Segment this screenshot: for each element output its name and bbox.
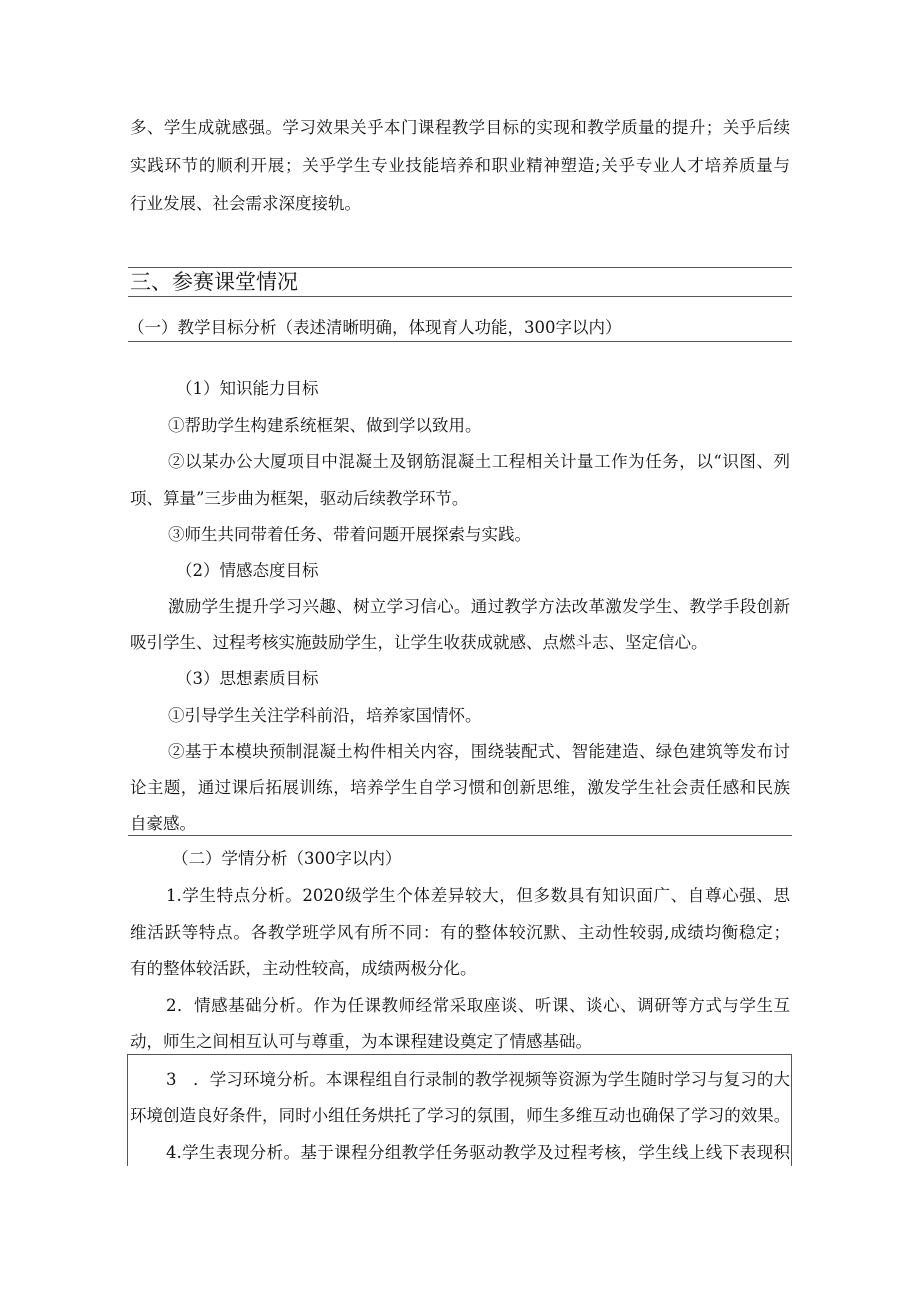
text-line: 项、算量”三步曲为框架，驱动后续教学环节。 — [130, 489, 469, 508]
text-line: 1.学生特点分析。2020级学生个体差异较大，但多数具有知识面广、自尊心强、思 — [166, 886, 790, 905]
table-border — [791, 1054, 792, 1166]
text-line: ①帮助学生构建系统框架、做到学以致用。 — [168, 416, 482, 435]
text-line: 有的整体较活跃，主动性较高，成绩两极分化。 — [130, 959, 477, 978]
text-line: 环境创造良好条件，同时小组任务烘托了学习的氛围，师生多维互动也确保了学习的效果。 — [130, 1106, 790, 1125]
text-line: 自豪感。 — [130, 814, 196, 833]
text-line: 3 ．学习环境分析。本课程组自行录制的教学视频等资源为学生随时学习与复习的大 — [166, 1070, 790, 1089]
text-line: ③师生共同带着任务、带着问题开展探索与实践。 — [168, 525, 531, 544]
goal-heading: （3）思想素质目标 — [176, 669, 319, 688]
text-line: 论主题，通过课后拓展训练，培养学生自学习惯和创新思维，激发学生社会责任感和民族 — [130, 778, 790, 797]
text-line: 行业发展、社会需求深度接轨。 — [130, 194, 361, 213]
text-line: 吸引学生、过程考核实施鼓励学生，让学生收获成就感、点燃斗志、坚定信心。 — [130, 633, 708, 652]
goal-heading: （2）情感态度目标 — [176, 561, 319, 580]
subsection-title: （一）教学目标分析（表述清晰明确，体现育人功能，300字以内） — [128, 318, 622, 337]
text-line: 激励学生提升学习兴趣、树立学习信心。通过教学方法改革激发学生、教学手段创新 — [168, 597, 790, 616]
table-border — [127, 1054, 128, 1166]
table-border — [128, 1054, 792, 1055]
subsection-title: （二）学情分析（300字以内） — [172, 849, 402, 868]
text-line: 维活跃等特点。各教学班学风有所不同：有的整体较沉默、主动性较弱,成绩均衡稳定； — [130, 923, 790, 942]
divider — [128, 296, 792, 297]
text-line: 4.学生表现分析。基于课程分组教学任务驱动教学及过程考核，学生线上线下表现积 — [166, 1143, 790, 1162]
section-title: 三、参赛课堂情况 — [130, 270, 298, 294]
text-line: 多、学生成就感强。学习效果关乎本门课程教学目标的实现和教学质量的提升；关乎后续 — [130, 118, 790, 137]
text-line: ②基于本模块预制混凝土构件相关内容，围绕装配式、智能建造、绿色建筑等发布讨 — [168, 742, 790, 761]
text-line: ②以某办公大厦项目中混凝土及钢筋混凝土工程相关计量工作为任务，以“识图、列 — [168, 452, 790, 471]
text-line: 2．情感基础分析。作为任课教师经常采取座谈、听课、谈心、调研等方式与学生互 — [166, 996, 790, 1015]
text-line: ①引导学生关注学科前沿，培养家国情怀。 — [168, 706, 482, 725]
divider — [128, 267, 792, 268]
text-line: 实践环节的顺利开展；关乎学生专业技能培养和职业精神塑造;关乎专业人才培养质量与 — [130, 156, 790, 175]
divider — [128, 835, 792, 836]
goal-heading: （1）知识能力目标 — [176, 379, 319, 398]
text-line: 动，师生之间相互认可与尊重，为本课程建设奠定了情感基础。 — [130, 1032, 592, 1051]
divider — [128, 341, 792, 342]
